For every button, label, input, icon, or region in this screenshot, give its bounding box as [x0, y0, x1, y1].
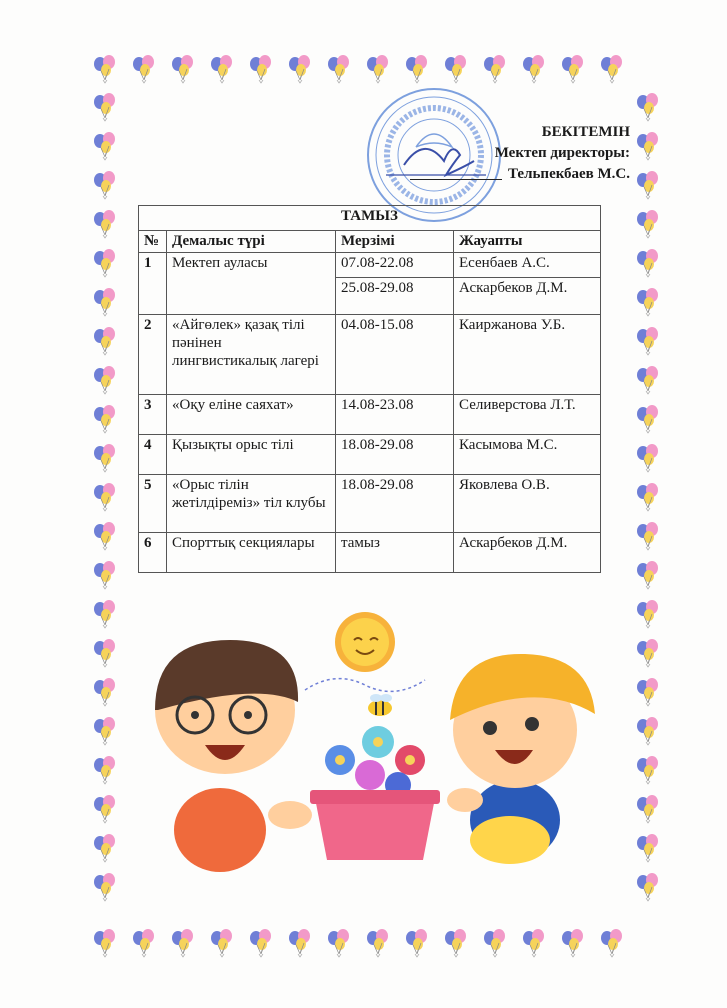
balloon-icon	[94, 600, 115, 628]
balloon-icon	[94, 834, 115, 862]
balloon-icon	[484, 929, 505, 957]
balloon-icon	[637, 717, 658, 745]
balloon-icon	[133, 929, 154, 957]
balloon-icon	[601, 929, 622, 957]
balloon-icon	[637, 249, 658, 277]
balloon-icon	[289, 55, 310, 83]
approval-title: БЕКІТЕМІН	[541, 124, 630, 140]
balloon-icon	[637, 366, 658, 394]
balloon-icon	[94, 210, 115, 238]
table-row	[139, 253, 601, 278]
column-header-responsible: Жауапты	[454, 231, 601, 253]
responsible-person: Есенбаев А.С.	[454, 253, 601, 278]
balloon-icon	[637, 483, 658, 511]
girl-figure	[155, 640, 312, 872]
column-header-num: №	[139, 231, 167, 253]
table-row	[139, 475, 601, 533]
month-header-row	[139, 206, 601, 231]
balloon-icon	[406, 55, 427, 83]
sun-icon	[335, 612, 395, 672]
balloon-icon	[250, 929, 271, 957]
balloon-icon	[94, 366, 115, 394]
balloon-icon	[562, 929, 583, 957]
balloon-icon	[523, 55, 544, 83]
balloon-icon	[289, 929, 310, 957]
balloon-icon	[445, 929, 466, 957]
balloon-icon	[94, 249, 115, 277]
balloon-icon	[367, 55, 388, 83]
balloon-icon	[94, 327, 115, 355]
balloon-icon	[562, 55, 583, 83]
balloon-icon	[94, 561, 115, 589]
balloon-icon	[328, 929, 349, 957]
activity-dates: 04.08-15.08	[336, 315, 454, 395]
balloon-icon	[637, 873, 658, 901]
activity-type: Қызықты орыс тілі	[167, 435, 336, 475]
row-number: 3	[139, 395, 167, 435]
approval-name: Тельпекбаев М.С.	[507, 166, 630, 182]
signature-line	[410, 179, 502, 180]
balloon-icon	[94, 756, 115, 784]
column-header-date: Мерзімі	[336, 231, 454, 253]
row-number: 5	[139, 475, 167, 533]
activity-dates: 25.08-29.08	[336, 278, 454, 315]
table-row	[139, 315, 601, 395]
balloon-icon	[637, 93, 658, 121]
approval-block	[410, 122, 630, 185]
balloon-icon	[637, 600, 658, 628]
balloon-icon	[94, 483, 115, 511]
balloon-icon	[94, 522, 115, 550]
row-number: 4	[139, 435, 167, 475]
activity-type: Мектеп ауласы	[167, 253, 336, 315]
balloon-icon	[637, 639, 658, 667]
balloon-icon	[328, 55, 349, 83]
balloon-icon	[94, 444, 115, 472]
responsible-person: Аскарбеков Д.М.	[454, 533, 601, 573]
flower-pot-icon	[310, 726, 440, 860]
row-number: 2	[139, 315, 167, 395]
balloon-icon	[94, 873, 115, 901]
activity-dates: 18.08-29.08	[336, 435, 454, 475]
activity-dates: тамыз	[336, 533, 454, 573]
balloon-icon	[637, 522, 658, 550]
balloon-icon	[94, 717, 115, 745]
balloon-icon	[637, 171, 658, 199]
activity-dates: 14.08-23.08	[336, 395, 454, 435]
table-row	[139, 533, 601, 573]
balloon-icon	[94, 678, 115, 706]
bee-icon	[368, 694, 392, 716]
balloon-icon	[406, 929, 427, 957]
balloon-icon	[94, 405, 115, 433]
balloon-icon	[637, 288, 658, 316]
balloon-icon	[172, 55, 193, 83]
balloon-icon	[637, 795, 658, 823]
activity-dates: 18.08-29.08	[336, 475, 454, 533]
balloon-icon	[637, 561, 658, 589]
balloon-icon	[94, 93, 115, 121]
children-flowers-illustration	[140, 600, 610, 880]
balloon-icon	[637, 678, 658, 706]
balloon-icon	[94, 639, 115, 667]
column-header-type: Демалыс түрі	[167, 231, 336, 253]
responsible-person: Аскарбеков Д.М.	[454, 278, 601, 315]
balloon-icon	[94, 171, 115, 199]
vacation-plan-table	[138, 205, 601, 573]
balloon-icon	[94, 55, 115, 83]
balloon-icon	[601, 55, 622, 83]
month-header: ТАМЫЗ	[139, 206, 601, 231]
table-row	[139, 435, 601, 475]
activity-type: Спорттық секциялары	[167, 533, 336, 573]
boy-figure	[447, 654, 595, 864]
responsible-person: Яковлева О.В.	[454, 475, 601, 533]
activity-type: «Айгөлек» қазақ тілі пәнінен лингвистикалық лагері	[167, 315, 336, 395]
balloon-icon	[133, 55, 154, 83]
balloon-icon	[250, 55, 271, 83]
balloon-icon	[637, 756, 658, 784]
balloon-icon	[637, 444, 658, 472]
balloon-icon	[94, 929, 115, 957]
row-number: 1	[139, 253, 167, 315]
balloon-icon	[94, 795, 115, 823]
table-row	[139, 395, 601, 435]
balloon-icon	[94, 132, 115, 160]
balloon-icon	[523, 929, 544, 957]
balloon-icon	[367, 929, 388, 957]
balloon-icon	[94, 288, 115, 316]
row-number: 6	[139, 533, 167, 573]
activity-dates: 07.08-22.08	[336, 253, 454, 278]
balloon-icon	[172, 929, 193, 957]
balloon-icon	[637, 210, 658, 238]
balloon-icon	[484, 55, 505, 83]
activity-type: «Оқу еліне саяхат»	[167, 395, 336, 435]
balloon-icon	[637, 327, 658, 355]
balloon-icon	[211, 929, 232, 957]
approval-name-line	[410, 164, 630, 185]
balloon-icon	[637, 834, 658, 862]
balloon-icon	[637, 132, 658, 160]
approval-position: Мектеп директоры:	[494, 145, 630, 161]
balloon-icon	[211, 55, 232, 83]
activity-type: «Орыс тілін жетілдіреміз» тіл клубы	[167, 475, 336, 533]
responsible-person: Селиверстова Л.Т.	[454, 395, 601, 435]
balloon-icon	[445, 55, 466, 83]
responsible-person: Каиржанова У.Б.	[454, 315, 601, 395]
responsible-person: Касымова М.С.	[454, 435, 601, 475]
column-header-row	[139, 231, 601, 253]
balloon-icon	[637, 405, 658, 433]
